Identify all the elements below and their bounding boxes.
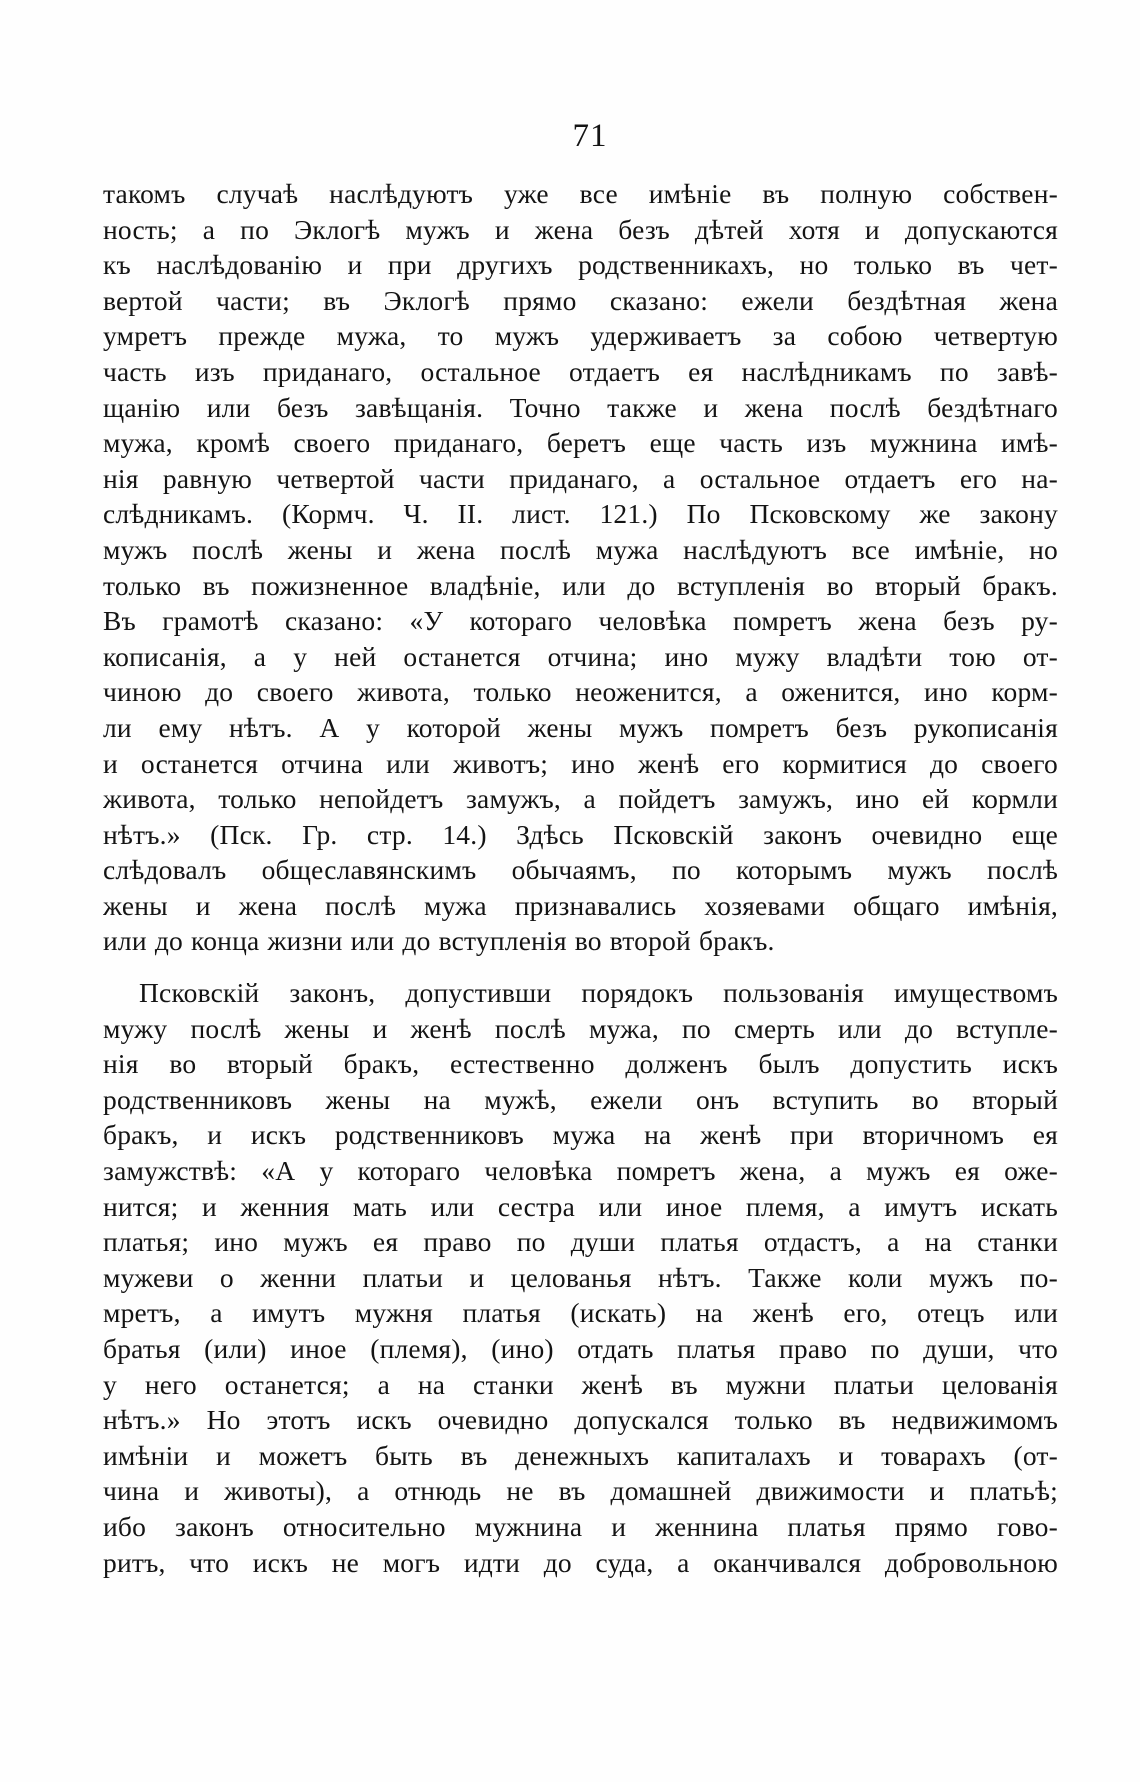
text-line: Псковскій законъ, допустивши порядокъ пользованія имуществомъ	[139, 977, 1058, 1009]
text-line: мужъ послѣ жены и жена послѣ мужа наслѣдуютъ все имѣніе, но	[103, 533, 1058, 565]
text-line: мужа, кромѣ своего приданаго, беретъ еще часть изъ мужнина имѣ-	[103, 427, 1058, 459]
text-line: замужствѣ: «А у котораго человѣка помретъ жена, а мужъ ея оже-	[103, 1155, 1058, 1187]
text-line: жены и жена послѣ мужа признавались хозяевами общаго имѣнія,	[103, 889, 1058, 921]
text-line: или до конца жизни или до вступленія во второй бракъ.	[103, 925, 775, 957]
paragraph-spacer	[103, 959, 1058, 975]
text-line: ритъ, что искъ не могъ идти до суда, а оканчивался добровольною	[103, 1546, 1058, 1578]
text-line: родственниковъ жены на мужѣ, ежели онъ вступить во вторый	[103, 1083, 1058, 1115]
text-line: у него останется; а на станки женѣ въ мужни платьи целованія	[103, 1368, 1058, 1400]
text-line: братья (или) иное (племя), (ино) отдать платья право по души, что	[103, 1333, 1058, 1364]
text-line: нѣтъ.» Но этотъ искъ очевидно допускался только въ недвижимомъ	[103, 1404, 1058, 1436]
text-line: нится; и женния мать или сестра или иное племя, а имутъ искать	[103, 1190, 1058, 1222]
text-line: мужу послѣ жены и женѣ послѣ мужа, по смерть или до вступле-	[103, 1012, 1058, 1044]
text-line: имѣніи и можетъ быть въ денежныхъ капиталахъ и товарахъ (от-	[103, 1439, 1058, 1471]
text-line: и останется отчина или животъ; ино женѣ его кормитися до своего	[103, 747, 1058, 779]
text-line: только въ пожизненное владѣніе, или до вступленія во вторый бракъ.	[103, 569, 1058, 601]
text-body	[103, 176, 1058, 1580]
paragraph-2	[103, 975, 1058, 1580]
text-line: умретъ прежде мужа, то мужъ удерживаетъ за собою четвертую	[103, 320, 1058, 352]
text-line: слѣдовалъ общеславянскимъ обычаямъ, по которымъ мужъ послѣ	[103, 854, 1058, 886]
text-line: нія равную четвертой части приданаго, а остальное отдаетъ его на-	[103, 462, 1058, 494]
text-line: кописанія, а у ней останется отчина; ино мужу владѣти тою от-	[103, 640, 1058, 672]
text-line: вертой части; въ Эклогѣ прямо сказано: ежели бездѣтная жена	[103, 284, 1058, 316]
text-line: слѣдникамъ. (Кормч. Ч. II. лист. 121.) По Псковскому же закону	[103, 498, 1058, 530]
text-line: нѣтъ.» (Пск. Гр. стр. 14.) Здѣсь Псковскій законъ очевидно еще	[103, 818, 1058, 850]
text-line: ность; а по Эклогѣ мужъ и жена безъ дѣтей хотя и допускаются	[103, 213, 1058, 245]
text-line: ли ему нѣтъ. А у которой жены мужъ помретъ безъ рукописанія	[103, 711, 1058, 743]
text-line: такомъ случаѣ наслѣдуютъ уже все имѣніе въ полную собствен-	[103, 178, 1058, 209]
text-line: Въ грамотѣ сказано: «У котораго человѣка помретъ жена безъ ру-	[103, 605, 1058, 637]
text-line: бракъ, и искъ родственниковъ мужа на женѣ при вторичномъ ея	[103, 1119, 1058, 1151]
page-number: 71	[572, 118, 608, 154]
text-line: нія во вторый бракъ, естественно долженъ былъ допустить искъ	[103, 1048, 1058, 1080]
text-line: чина и животы), а отнюдь не въ домашней движимости и платьѣ;	[103, 1475, 1058, 1507]
text-line: къ наслѣдованію и при другихъ родственникахъ, но только въ чет-	[103, 249, 1058, 281]
text-line: живота, только непойдетъ замужъ, а пойдетъ замужъ, ино ей кормли	[103, 783, 1058, 815]
paragraph-1	[103, 176, 1058, 959]
text-line: чиною до своего живота, только неоженится, а оженится, ино корм-	[103, 676, 1058, 708]
text-line: ибо законъ относительно мужнина и женнина платья прямо гово-	[103, 1510, 1058, 1542]
text-line: часть изъ приданаго, остальное отдаетъ ея наслѣдникамъ по завѣ-	[103, 355, 1058, 387]
text-line: мретъ, а имутъ мужня платья (искать) на женѣ его, отецъ или	[103, 1297, 1058, 1329]
text-line: мужеви о женни платьи и целованья нѣтъ. Также коли мужъ по-	[103, 1261, 1058, 1293]
text-line: щанію или безъ завѣщанія. Точно также и жена послѣ бездѣтнаго	[103, 391, 1058, 423]
text-line: платья; ино мужъ ея право по души платья отдастъ, а на станки	[103, 1226, 1058, 1258]
